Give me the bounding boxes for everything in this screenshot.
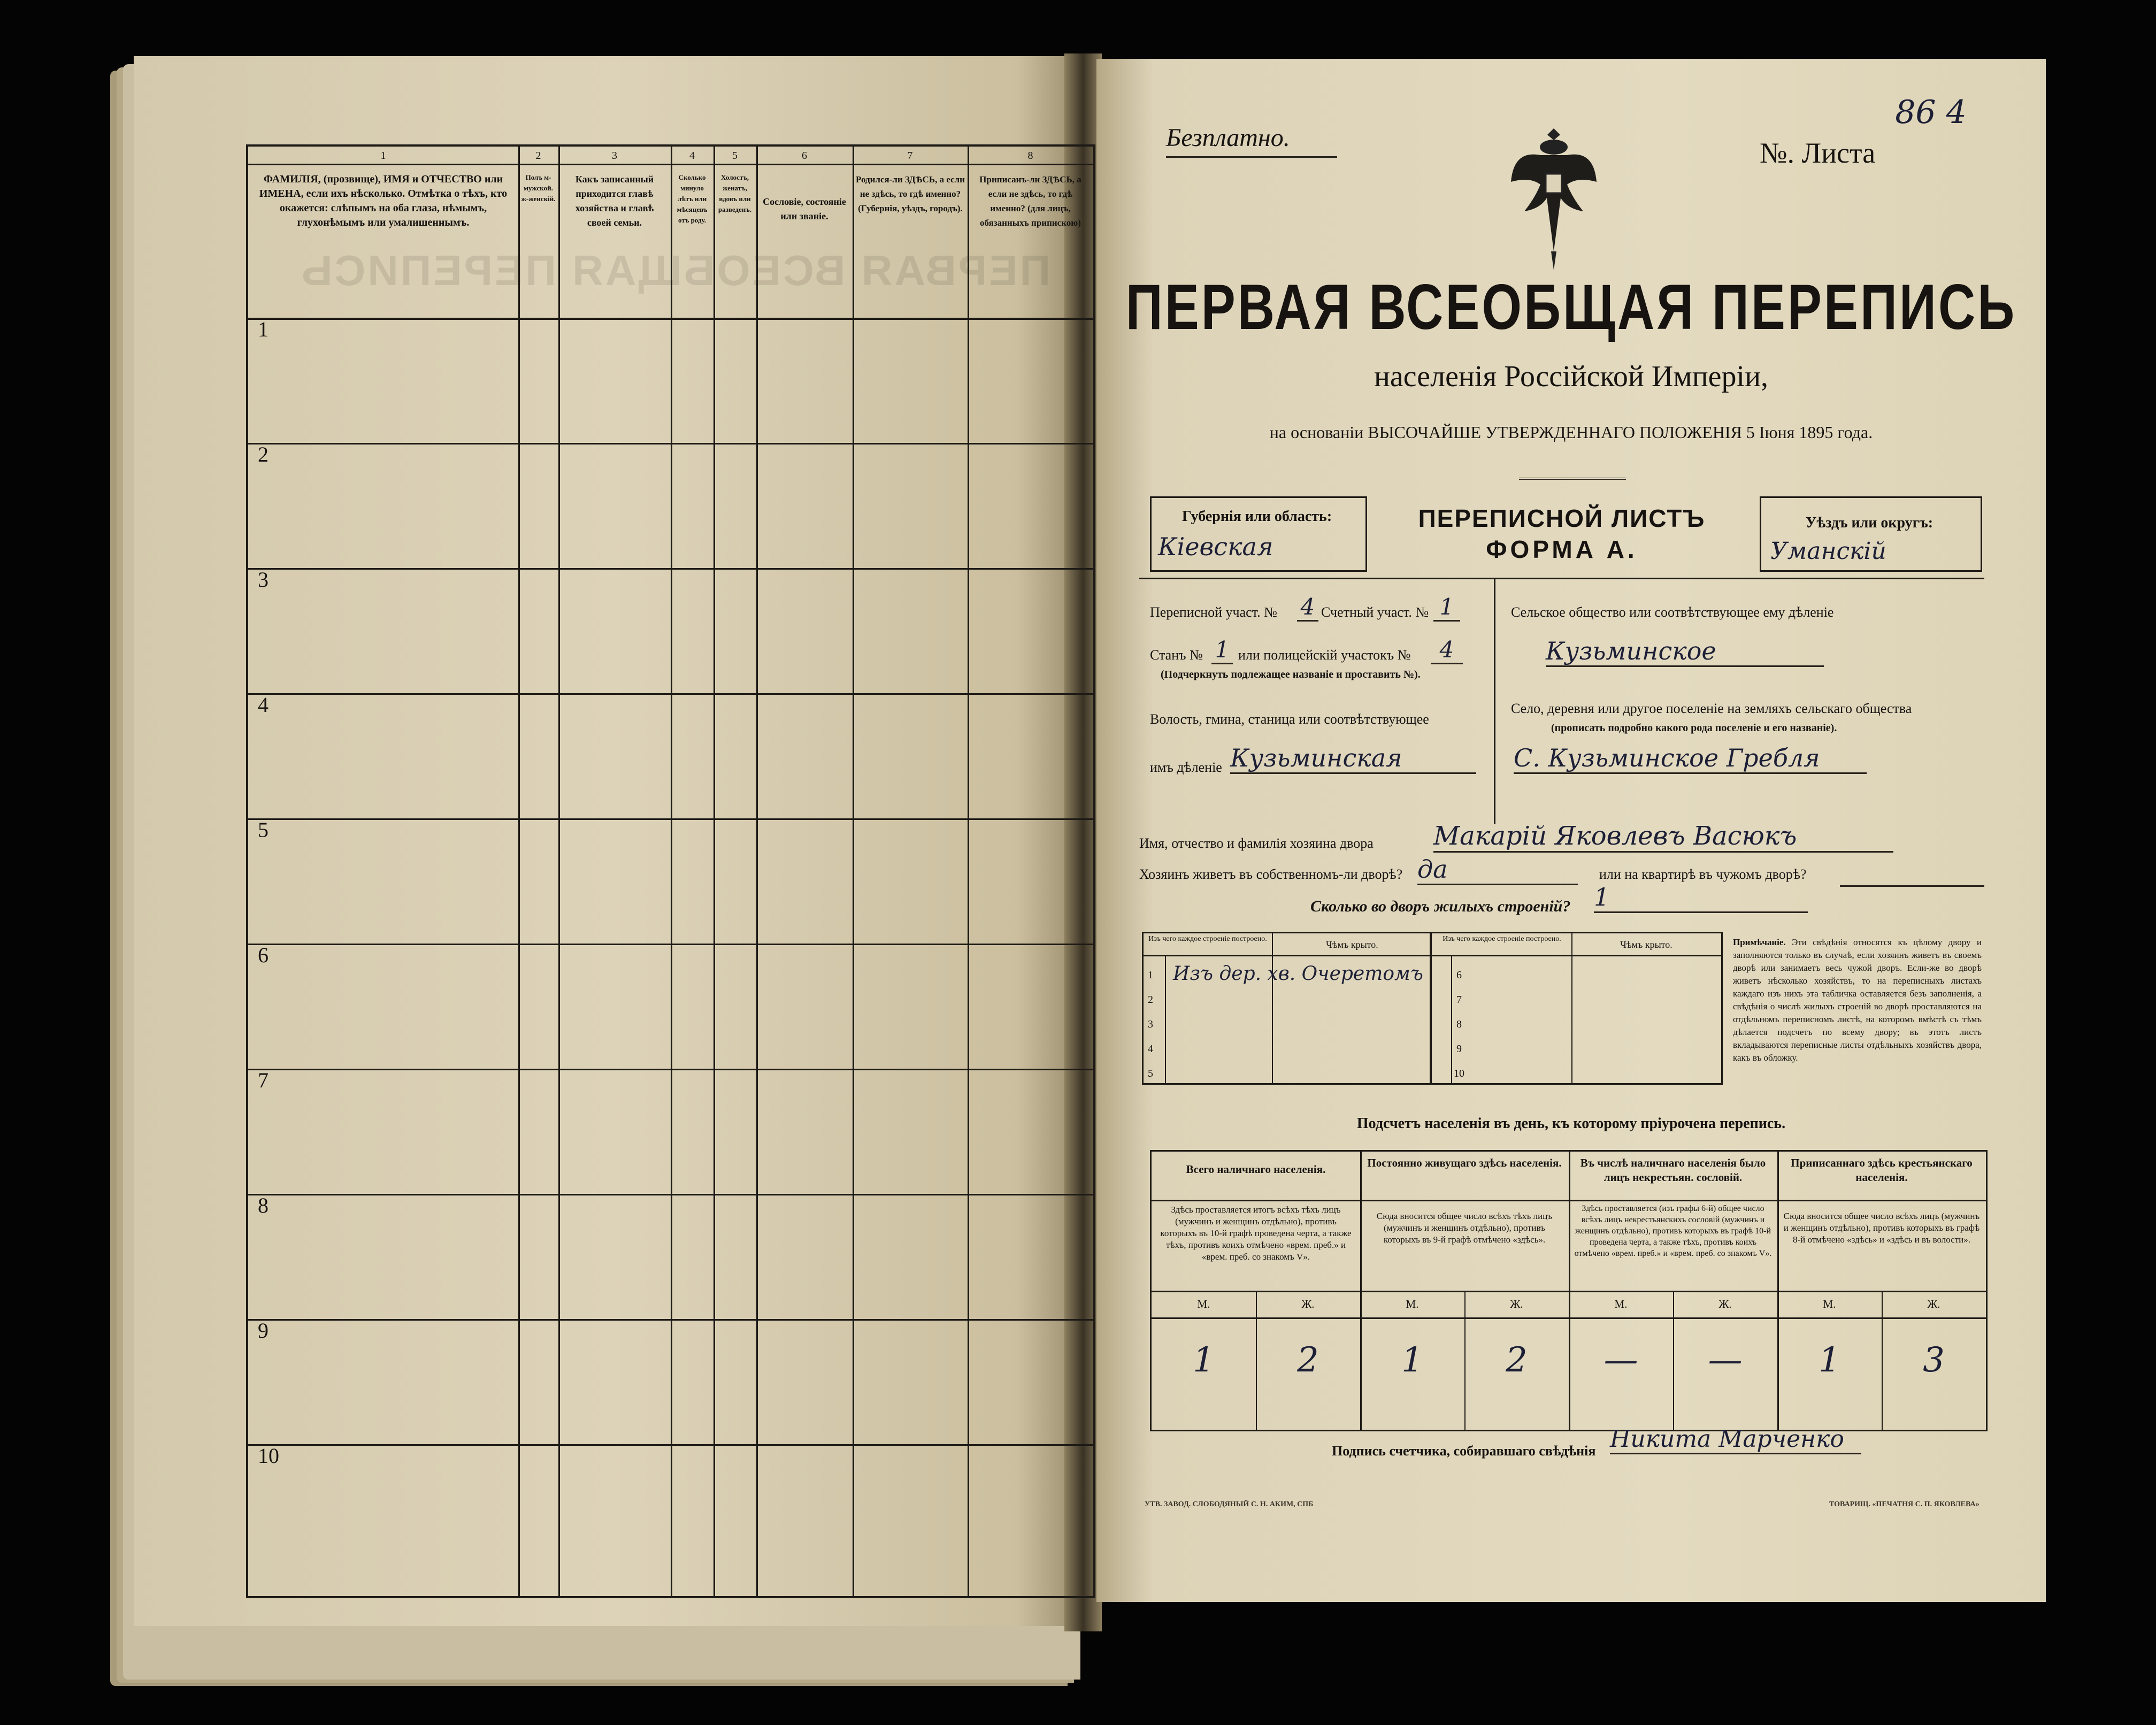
column-divider <box>671 147 672 1596</box>
row-number: 5 <box>258 818 268 842</box>
village-label: Село, деревня или другое поселеніе на земляхъ сельскаго общества <box>1511 701 1912 716</box>
signature-value: Никита Марченко <box>1610 1425 1861 1454</box>
count-f-label: Ж. <box>1718 1298 1732 1310</box>
free-underline <box>1166 156 1337 158</box>
stan-value: 1 <box>1211 637 1233 664</box>
column-header-marital: Холостъ, женатъ, вдовъ или разведенъ. <box>718 173 752 213</box>
count-non-peasant-f: — <box>1708 1340 1743 1380</box>
buildings-col-built: Изъ чего каждое строеніе построено. <box>1148 935 1267 943</box>
buildings-table <box>1142 932 1723 1085</box>
row-number: 4 <box>258 693 268 717</box>
row-number: 2 <box>258 442 268 466</box>
column-number: 6 <box>802 150 807 162</box>
police-value: 4 <box>1431 637 1463 664</box>
census-district-value: 4 <box>1297 594 1318 622</box>
count-m-label: М. <box>1197 1298 1210 1310</box>
count-registered-m: 1 <box>1819 1340 1840 1380</box>
column-header-sex: Полъ м-мужской. ж-женскій. <box>521 173 556 203</box>
count-m-label: М. <box>1823 1298 1836 1310</box>
buildings-row-numbers-left: 1 2 3 4 5 <box>1148 969 1153 1079</box>
count-m-label: М. <box>1406 1298 1419 1310</box>
row-number: 10 <box>258 1444 279 1468</box>
uezd-value: Уманскій <box>1770 538 1886 565</box>
row-line <box>248 1069 1093 1070</box>
column-header-birthplace: Родился-ли ЗДѢСЬ, а если не здѣсь, то гдѣ именно? (Губернія, уѣздъ, городъ). <box>856 174 965 213</box>
buildings-note: Примѣчаніе. Эти свѣдѣнія относятся къ цѣлому двору и заполняются только въ случаѣ, если хозяинъ живетъ въ своемъ дворѣ или занимаетъ весь чужой дворъ. Если-же во дворѣ живетъ нѣсколько хозяйствъ, то на переписныхъ листахъ каждаго изъ нихъ эта табличка оставляется безъ заполненія, а свѣдѣнія о числѣ жилыхъ строеній во дворѣ проставляются на отдѣльномъ переписномъ листѣ, на которомъ вмѣстѣ съ тѣмъ дѣлается подсчетъ по всему двору; въ этотъ листъ вкладываются переписные листы отдѣльныхъ хозяйствъ двора, какъ въ обложку. <box>1733 937 1982 1063</box>
gubernia-value: Кіевская <box>1158 532 1273 561</box>
stan-note: (Подчеркнуть подлежащее названіе и проставить №). <box>1161 669 1421 680</box>
column-number: 1 <box>380 150 386 162</box>
count-m-label: М. <box>1614 1298 1628 1310</box>
signature-label: Подпись счетчика, собиравшаго свѣдѣнія <box>1332 1443 1596 1459</box>
section-divider <box>1494 578 1495 824</box>
buildings-row1-handwritten: Изъ дер. хв. Очеретомъ <box>1173 963 1423 985</box>
counting-district-label: Счетный участ. № <box>1321 604 1429 620</box>
owner-value: Макарій Яковлевъ Васюкъ <box>1433 821 1893 853</box>
count-permanent-m: 1 <box>1401 1340 1423 1380</box>
column-header-age: Сколько минуло лѣтъ или мѣсяцевъ отъ роду. <box>677 173 708 224</box>
row-line <box>248 443 1093 444</box>
gubernia-label: Губернія или область: <box>1181 508 1332 525</box>
column-number: 7 <box>907 150 913 162</box>
ornament-divider <box>1519 478 1626 480</box>
count-desc-registered: Сюда вносится общее число всѣхъ лицъ (мужчинъ и женщинъ отдѣльно), противъ которыхъ въ графѣ 8-й отмѣчено «здѣсь» и «здѣсь и въ волости». <box>1783 1211 1980 1245</box>
rented-label: или на квартирѣ въ чужомъ дворѣ? <box>1599 867 1807 882</box>
sheet-number-handwritten: 86 4 <box>1895 94 1967 131</box>
row-line <box>248 693 1093 695</box>
column-divider <box>713 147 715 1596</box>
volost-value: Кузьминская <box>1230 743 1476 774</box>
buildings-row-numbers-right: 6 7 8 9 10 <box>1454 969 1464 1079</box>
left-bleed-through-title: ПЕРВАЯ ВСЕОБЩАЯ ПЕРЕПИСЬ <box>300 247 1050 294</box>
rented-line <box>1840 885 1984 887</box>
society-value: Кузьминское <box>1546 637 1824 667</box>
column-divider <box>853 147 854 1596</box>
column-header-estate: Сословіе, состояніе или званіе. <box>763 196 846 221</box>
section-line <box>1139 578 1984 579</box>
printer-left: УТВ. ЗАВОД. СЛОБОДЯНЫЙ С. Н. АКИМ, СПБ <box>1145 1500 1314 1508</box>
printer-right: ТОВАРИЩ. «ПЕЧАТНЯ С. П. ЯКОВЛЕВА» <box>1829 1500 1979 1508</box>
buildings-label: Сколько во дворъ жилыхъ строеній? <box>1310 898 1571 915</box>
census-district-label: Переписной участ. № <box>1150 604 1277 620</box>
row-number: 8 <box>258 1193 268 1217</box>
column-header-name: ФАМИЛІЯ, (прозвище), ИМЯ и ОТЧЕСТВО или ИМЕНА, если ихъ нѣсколько. Отмѣтка о тѣхъ, кто окажется: слѣпымъ на оба глаза, нѣмымъ, глухонѣмымъ или умалишеннымъ. <box>259 173 508 228</box>
column-divider <box>968 147 969 1596</box>
legal-basis: на основаніи ВЫСОЧАЙШЕ УТВЕРЖДЕННАГО ПОЛОЖЕНІЯ 5 Іюня 1895 года. <box>1269 423 1873 442</box>
page-subtitle: населенія Россійской Имперіи, <box>1374 360 1769 393</box>
row-line <box>248 568 1093 570</box>
row-line <box>248 1319 1093 1321</box>
eagle-emblem-icon <box>1508 118 1599 273</box>
household-members-table <box>246 144 1095 1598</box>
counting-district-value: 1 <box>1433 594 1460 622</box>
count-desc-non-peasant: Здѣсь проставляется (изъ графы 6-й) общее число всѣхъ лицъ некрестьянскихъ сословій (мужчинъ и женщинъ отдѣльно), противъ которыхъ въ графѣ 10-й проведена черта, а также тѣхъ, противъ коихъ отмѣчено «врем. преб.» и «врем. преб. со знакомъ V». <box>1574 1204 1772 1258</box>
row-number: 6 <box>258 943 268 967</box>
form-name: ФОРМА А. <box>1486 535 1638 563</box>
form-title: ПЕРЕПИСНОЙ ЛИСТЪ <box>1418 504 1706 532</box>
column-number: 4 <box>689 150 695 162</box>
owner-label: Имя, отчество и фамилія хозяина двора <box>1139 835 1374 851</box>
count-permanent-f: 2 <box>1506 1340 1528 1380</box>
column-divider <box>558 147 560 1596</box>
count-non-peasant-m: — <box>1603 1340 1638 1380</box>
society-label: Сельское общество или соотвѣтствующее ему дѣленіе <box>1511 604 1834 620</box>
police-label: или полицейскій участокъ № <box>1238 647 1411 663</box>
column-number: 5 <box>732 150 738 162</box>
count-head-non-peasant: Въ числѣ наличнаго населенія было лицъ некрестьян. сословій. <box>1580 1156 1766 1184</box>
buildings-value: 1 <box>1594 883 1808 913</box>
column-divider <box>756 147 758 1596</box>
column-number: 2 <box>535 150 541 162</box>
row-number: 9 <box>258 1318 268 1343</box>
column-header-relation: Какъ записанный приходится главѣ хозяйства и главѣ своей семьи. <box>575 174 654 228</box>
row-number: 1 <box>258 317 268 341</box>
count-desc-total: Здѣсь проставляется итогъ всѣхъ тѣхъ лицъ (мужчинъ и женщинъ отдѣльно), противъ которыхъ въ 10-й графѣ проведена черта, а также тѣхъ, противъ коихъ отмѣчено «врем. преб.» и «врем. преб. со знакомъ V». <box>1160 1205 1352 1262</box>
own-yard-value: да <box>1417 855 1578 885</box>
count-desc-permanent: Сюда вносится общее число всѣхъ тѣхъ лицъ (мужчинъ и женщинъ отдѣльно), противъ которыхъ въ 9-й графѣ отмѣчено «здѣсь». <box>1376 1211 1553 1245</box>
buildings-col-built-2: Изъ чего каждое строеніе построено. <box>1443 935 1561 943</box>
buildings-col-roof-2: Чѣмъ крыто. <box>1620 939 1672 950</box>
count-f-label: Ж. <box>1927 1298 1940 1310</box>
count-total-f: 2 <box>1297 1340 1319 1380</box>
column-header-registered: Приписанъ-ли ЗДѢСЬ, а если не здѣсь, то гдѣ именно? (для лицъ, обязанныхъ припискою) <box>979 174 1081 228</box>
village-note: (прописать подробно какого рода поселеніе и его названіе). <box>1551 722 1837 734</box>
row-number: 7 <box>258 1068 268 1092</box>
sheet-number-label: №. Листа <box>1760 137 1876 169</box>
row-line <box>248 818 1093 820</box>
count-registered-f: 3 <box>1923 1340 1945 1380</box>
volost-label-2: имъ дѣленіе <box>1150 760 1222 775</box>
count-f-label: Ж. <box>1510 1298 1523 1310</box>
row-number: 3 <box>258 568 268 592</box>
column-number: 3 <box>612 150 617 162</box>
free-label: Безплатно. <box>1166 124 1290 152</box>
row-line <box>248 1194 1093 1195</box>
count-f-label: Ж. <box>1301 1298 1315 1310</box>
count-head-total: Всего наличнаго населенія. <box>1186 1163 1326 1176</box>
stan-label: Станъ № <box>1150 647 1203 663</box>
row-line <box>248 944 1093 945</box>
population-count-title: Подсчетъ населенія въ день, къ которому пріурочена перепись. <box>1356 1115 1786 1132</box>
page-title: ПЕРВАЯ ВСЕОБЩАЯ ПЕРЕПИСЬ <box>1125 271 2017 343</box>
column-number: 8 <box>1027 150 1033 162</box>
count-head-permanent: Постоянно живущаго здѣсь населенія. <box>1367 1156 1562 1169</box>
uezd-label: Уѣздъ или округъ: <box>1805 515 1934 531</box>
buildings-col-roof: Чѣмъ крыто. <box>1326 939 1378 950</box>
count-head-registered: Приписаннаго здѣсь крестьянскаго населенія. <box>1791 1156 1973 1184</box>
column-divider <box>518 147 520 1596</box>
village-value: С. Кузьминское Гребля <box>1514 743 1867 774</box>
population-count-table <box>1150 1150 1988 1431</box>
row-line <box>248 1444 1093 1446</box>
count-total-m: 1 <box>1193 1340 1215 1380</box>
own-yard-label: Хозяинъ живетъ въ собственномъ-ли дворѣ? <box>1139 867 1403 882</box>
volost-label: Волость, гмина, станица или соотвѣтствующее <box>1150 711 1429 727</box>
